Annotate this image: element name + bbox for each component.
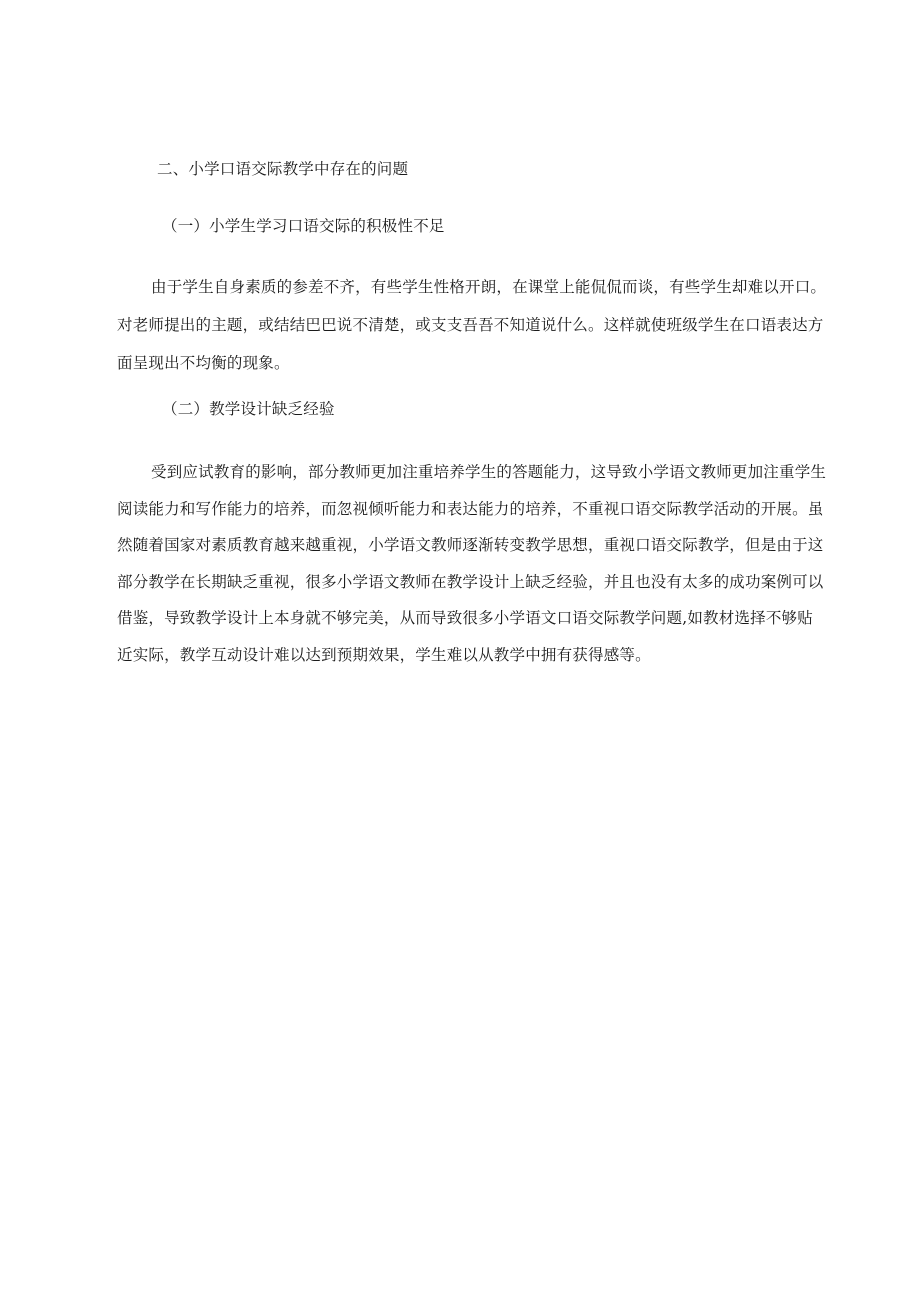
paragraph-1 [117, 268, 837, 382]
paragraph-line: 然随着国家对素质教育越来越重视，小学语文教师逐渐转变教学思想，重视口语交际教学，但是由于这 [117, 536, 824, 554]
paragraph-line: 近实际，教学互动设计难以达到预期效果，学生难以从教学中拥有获得感等。 [117, 645, 651, 664]
section-heading: 二、小学口语交际教学中存在的问题 [157, 160, 409, 178]
paragraph-line: 由于学生自身素质的参差不齐，有些学生性格开朗，在课堂上能侃侃而谈，有些学生却难以开口。 [151, 278, 827, 296]
subsection-heading-2: （二）教学设计缺乏经验 [162, 400, 335, 418]
paragraph-line: 对老师提出的主题，或结结巴巴说不清楚，或支支吾吾不知道说什么。这样就使班级学生在口语表达方 [117, 316, 824, 334]
subsection-heading-1: （一）小学生学习口语交际的积极性不足 [162, 217, 445, 235]
paragraph-line: 受到应试教育的影响，部分教师更加注重培养学生的答题能力，这导致小学语文教师更加注重学生 [151, 463, 827, 481]
paragraph-line: 阅读能力和写作能力的培养，而忽视倾听能力和表达能力的培养，不重视口语交际教学活动的开展。虽 [117, 499, 824, 518]
paragraph-line: 借鉴，导致教学设计上本身就不够完美，从而导致很多小学语文口语交际教学问题,如教材选择不够贴 [117, 609, 813, 627]
paragraph-line: 部分教学在长期缺乏重视，很多小学语文教师在教学设计上缺乏经验，并且也没有太多的成功案例可以 [117, 572, 824, 591]
paragraph-line: 面呈现出不均衡的现象。 [117, 354, 290, 372]
paragraph-2 [117, 454, 837, 673]
